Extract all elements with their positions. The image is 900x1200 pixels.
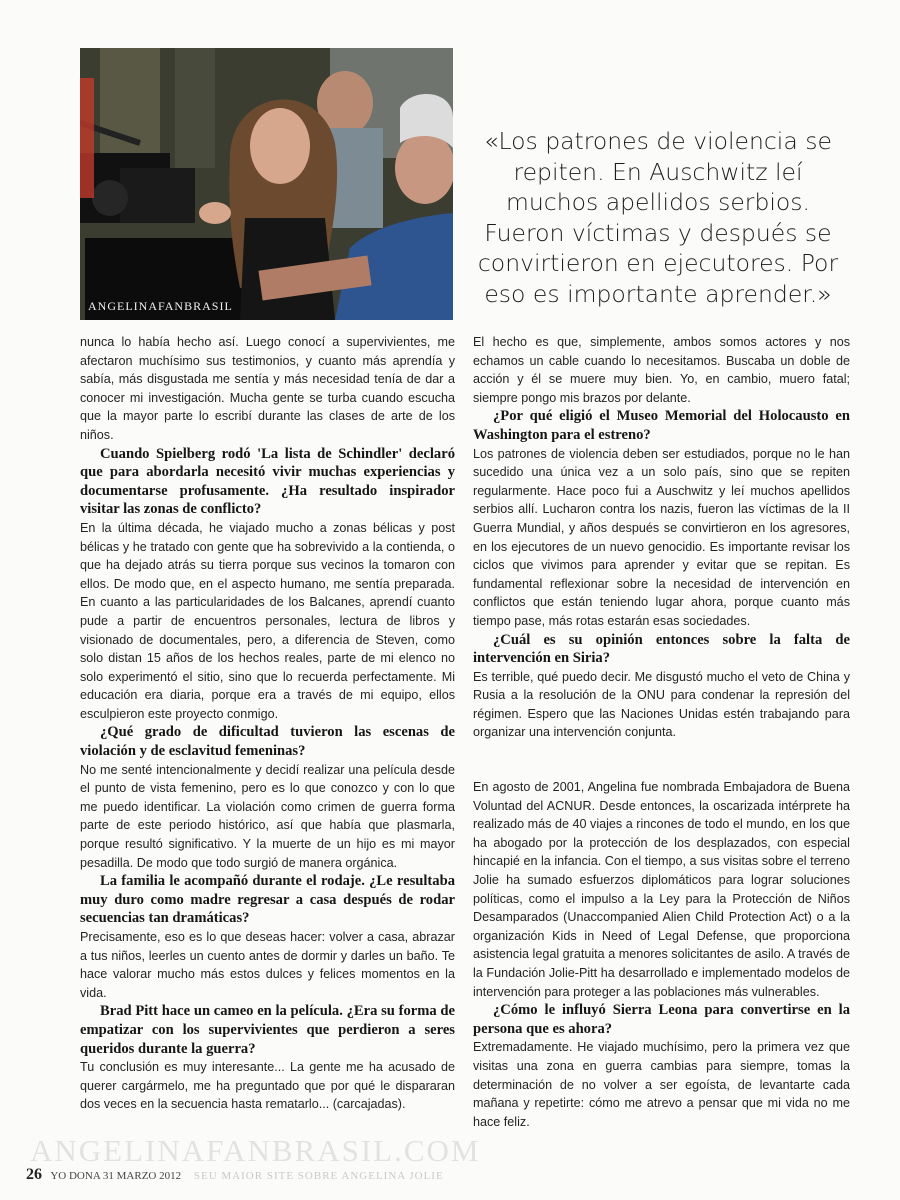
answer-paragraph: En la última década, he viajado mucho a zonas bélicas y post bélicas y he tratado con gente que ha sobrevivido a la contienda, o que ha dejado atrás su tierra porque sus vecinos la tomaron con ellos. De modo que, en el aspecto humano, me sentía preparada. En cuanto a las particularidades de los Balcanes, aprendí cuanto pude a partir de encuentros personales, lectura de libros y visionado de documentales, pero, a diferencia de Steven, como solo distan 15 años de los hechos reales, parte de mi elenco no solo experimentó el sitio, sino que lo recuerda perfectamente. Mi educación era diaria, porque era a través de mi equipo, ellos esculpieron este proyecto conmigo. <box>80 520 455 721</box>
article-photo <box>80 48 453 320</box>
answer-paragraph: No me senté intencionalmente y decidí realizar una película desde el punto de vista femenino, pero es lo que conozco y con lo que me puedo identificar. La violación como crimen de guerra forma parte de este periodo histórico, así que había que plasmarla, porque resultó significativo. Y la muerte de un hijo es mi mayor pesadilla. De modo que todo surgió de manera orgánica. <box>80 762 455 870</box>
right-column <box>473 333 850 1131</box>
answer-paragraph: En agosto de 2001, Angelina fue nombrada Embajadora de Buena Voluntad del ACNUR. Desde entonces, la oscarizada intérprete ha realizado más de 40 viajes a rincones de todo el mundo, en los que ha abogado por la protección de los desplazados, con especial hincapié en la infancia. Con el tiempo, a sus visitas sobre el terreno Jolie ha sumado esfuerzos diplomáticos para lograr soluciones políticas, como el impulso a la Ley para la Protección de Niños Desamparados (Unaccompanied Alien Child Protection Act) o a la organización Kids in Need of Legal Defense, que proporciona asistencia legal gratuita a menores solicitantes de asilo. A través de la Fundación Jolie-Pitt ha desarrollado e implementado modelos de intervención para proteger a las poblaciones más vulnerables. <box>473 780 850 999</box>
pull-quote: «Los patrones de violencia se repiten. En Auschwitz leí muchos apellidos serbios. Fueron víctimas y después se convirtieron en ejecutores. Por eso es importante aprender.» <box>477 127 839 308</box>
answer-paragraph: Extremadamente. He viajado muchísimo, pero la primera vez que visitas una zona en guerra cambias para siempre, tomas la determinación de no volver a ser egoísta, de levantarte cada mañana y repetirte: cómo me atrevo a pensar que mi vida no me hace feliz. <box>473 1040 850 1129</box>
interview-question: ¿Cómo le influyó Sierra Leona para convertirse en la persona que es ahora? <box>473 1002 850 1037</box>
interview-question: Brad Pitt hace un cameo en la película. ¿Era su forma de empatizar con los supervivientes que perdieron a seres queridos durante la guerra? <box>80 1003 455 1057</box>
watermark-subtitle: SEU MAIOR SITE SOBRE ANGELINA JOLIE <box>193 1170 444 1182</box>
interview-question: ¿Cuál es su opinión entonces sobre la falta de intervención en Siria? <box>473 631 850 667</box>
site-watermark: ANGELINAFANBRASIL.COM <box>30 1133 481 1168</box>
answer-paragraph: Es terrible, qué puedo decir. Me disgustó mucho el veto de China y Rusia a la resolución de la ONU para condenar la represión del régimen. Espero que las Naciones Unidas estén trabajando para organizar una intervención conjunta. <box>473 669 850 740</box>
answer-paragraph: Precisamente, eso es lo que deseas hacer: volver a casa, abrazar a tus niños, leerles un cuento antes de dormir y darles un baño. Te hace valorar mucho más estos dulces y felices momentos en la vida. <box>80 930 455 1000</box>
photo-illustration <box>80 48 453 320</box>
interview-question: Cuando Spielberg rodó 'La lista de Schindler' declaró que para abordarla necesitó vivir muchas experiencias y documentarse profusamente. ¿Ha resultado inspirador visitar las zonas de conflicto? <box>80 445 455 518</box>
answer-paragraph: El hecho es que, simplemente, ambos somos actores y nos echamos un cable cuando lo necesitamos. Buscaba un doble de acción y él se muere muy bien. Yo, en cambio, muero fatal; siempre pongo mis brazos por delante. <box>473 335 850 405</box>
page-number: 26 <box>26 1166 42 1183</box>
page-footer <box>26 1166 444 1184</box>
interview-question: ¿Qué grado de dificultad tuvieron las escenas de violación y de esclavitud femeninas? <box>80 724 455 760</box>
answer-paragraph: Los patrones de violencia deben ser estudiados, porque no le han sucedido una única vez a un solo país, sino que se repiten regularmente. Hace poco fui a Auschwitz y leí muchos apellidos serbios allí. Lucharon contra los nazis, fueron las víctimas de la II Guerra Mundial, y años después se convirtieron en los agresores, en los ejecutores de un nuevo genocidio. Es importante revisar los ciclos que vivimos para aprender y evitar que se repitan. Es fundamental reflexionar sobre la necesidad de intervención en conflictos que están teniendo lugar ahora, porque cuanto más tiempo pase, más rotas estarán esas sociedades. <box>473 446 850 628</box>
interview-question: La familia le acompañó durante el rodaje. ¿Le resultaba muy duro como madre regresar a casa después de rodar secuencias tan dramáticas? <box>80 873 455 927</box>
photo-credit: ANGELINAFANBRASIL <box>88 299 233 313</box>
answer-paragraph: Tu conclusión es muy interesante... La gente me ha acusado de querer cargármelo, me ha preguntado que por qué le dispararan dos veces en la secuencia hasta rematarlo... (carcajadas). <box>80 1060 455 1112</box>
left-column <box>80 333 455 1114</box>
issue-info: YO DONA 31 MARZO 2012 <box>50 1170 182 1182</box>
interview-question: ¿Por qué eligió el Museo Memorial del Holocausto en Washington para el estreno? <box>473 408 850 443</box>
section-spacer <box>473 742 850 778</box>
answer-paragraph: nunca lo había hecho así. Luego conocí a supervivientes, me afectaron muchísimo sus testimonios, y cuanto más aprendía y sabía, más disgustada me sentía y más necesidad tenía de dar a conocer mi investigación. Mucha gente se turba cuando escucha que la mayor parte lo escribí durante las clases de arte de los niños. <box>80 335 455 442</box>
